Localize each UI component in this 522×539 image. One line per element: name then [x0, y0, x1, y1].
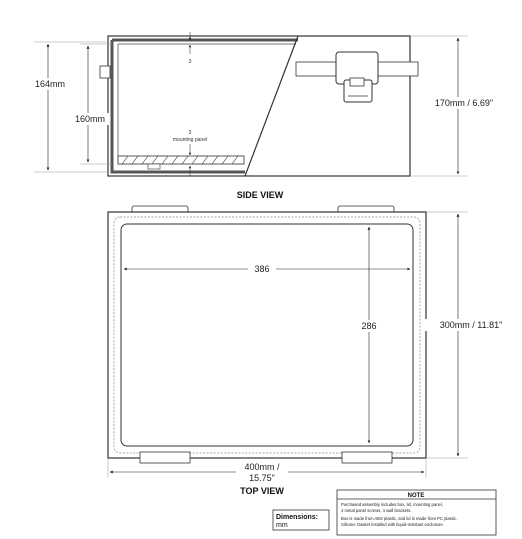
- side-left-bracket: [100, 66, 110, 78]
- side-view: [30, 32, 510, 200]
- side-view-title: SIDE VIEW: [236, 190, 284, 200]
- dim-total-height: 170mm / 6.69": [434, 98, 494, 108]
- top-view-bracket-right-bottom: [342, 452, 392, 463]
- dim-outer-depth: 300mm / 11.81": [439, 320, 503, 330]
- note-box: [337, 490, 496, 535]
- dimensions-box-unit: mm: [276, 522, 288, 529]
- side-panel-standoff: [148, 164, 160, 169]
- dimensions-box: [273, 510, 329, 530]
- dimensions-box-title: Dimensions:: [276, 514, 319, 521]
- dim-top-gap: 3: [188, 59, 192, 65]
- dim-outer-width-line1: 400mm /: [244, 462, 280, 472]
- top-view-title: TOP VIEW: [240, 486, 284, 496]
- note-line-1: Purchased assembly includes box, lid, mounting panel,: [341, 502, 443, 507]
- top-view-bracket-left-bottom: [140, 452, 190, 463]
- label-mounting-panel: mounting panel: [172, 137, 208, 143]
- dim-inner-width: 386: [254, 264, 270, 274]
- note-line-2: 4 metal panel screws, 4 wall brackets.: [341, 508, 412, 513]
- dim-outer-height: 164mm: [34, 79, 66, 89]
- dim-panel-gap: 3: [188, 130, 192, 136]
- note-title: NOTE: [407, 493, 425, 499]
- top-enclosure-outline: [108, 212, 426, 458]
- dim-inner-depth: 286: [361, 321, 377, 331]
- dim-outer-width-line2: 15.75": [249, 473, 275, 483]
- side-latch-tab: [350, 78, 364, 86]
- note-line-3: Box is made from ABS plastic, and lid is made from PC plastic.: [341, 516, 458, 521]
- top-view: [108, 206, 518, 496]
- note-line-4: Silicone Gasket installed with liquid-resistant enclosure.: [341, 522, 444, 527]
- dim-inner-height: 160mm: [74, 114, 106, 124]
